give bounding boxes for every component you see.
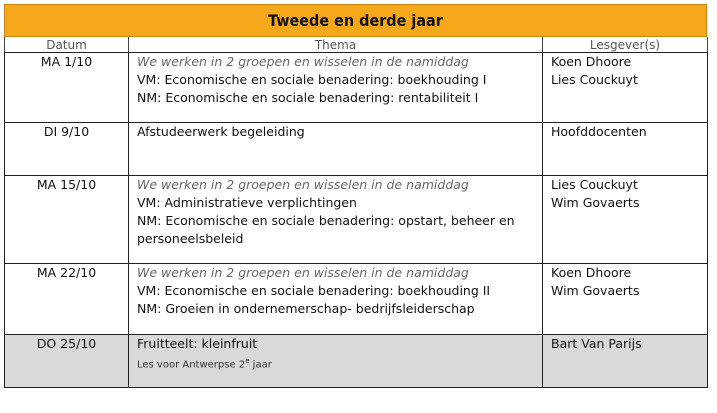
- row-line: VM: Economische en sociale benadering: boekhouding I: [137, 72, 487, 87]
- schedule-sheet: [4, 4, 707, 388]
- teacher-name: Wim Govaerts: [551, 283, 640, 298]
- row-note-tail: jaar: [249, 359, 272, 371]
- table-row: [5, 53, 708, 123]
- row-theme: [129, 335, 543, 388]
- table-row: [5, 176, 708, 264]
- header-date: Datum: [5, 37, 129, 53]
- row-date: MA 22/10: [5, 264, 129, 335]
- row-line: NM: Economische en sociale benadering: opstart, beheer en personeelsbeleid: [137, 213, 515, 246]
- schedule-table: [4, 37, 708, 388]
- row-line: VM: Administratieve verplichtingen: [137, 195, 357, 210]
- teacher-name: Wim Govaerts: [551, 195, 640, 210]
- teacher-name: Koen Dhoore: [551, 265, 632, 280]
- row-teachers: [543, 335, 708, 388]
- row-theme: [129, 264, 543, 335]
- row-intro: We werken in 2 groepen en wisselen in de namiddag: [137, 177, 469, 192]
- header-theme: Thema: [129, 37, 543, 53]
- teacher-name: Koen Dhoore: [551, 54, 632, 69]
- teacher-name: Lies Couckuyt: [551, 177, 638, 192]
- row-line: Fruitteelt: kleinfruit: [137, 336, 258, 351]
- teacher-name: Bart Van Parijs: [551, 336, 642, 351]
- header-teacher: Lesgever(s): [543, 37, 708, 53]
- row-intro: We werken in 2 groepen en wisselen in de namiddag: [137, 54, 469, 69]
- schedule-title: Tweede en derde jaar: [4, 4, 707, 37]
- row-teachers: [543, 123, 708, 176]
- row-note-text: Les voor Antwerpse 2: [137, 359, 246, 371]
- table-row: [5, 264, 708, 335]
- row-line: Afstudeerwerk begeleiding: [137, 124, 305, 139]
- header-row: [5, 37, 708, 53]
- teacher-name: Lies Couckuyt: [551, 72, 638, 87]
- row-teachers: [543, 53, 708, 123]
- row-theme: [129, 53, 543, 123]
- teacher-name: Hoofddocenten: [551, 124, 647, 139]
- table-row: [5, 123, 708, 176]
- row-line: VM: Economische en sociale benadering: boekhouding II: [137, 283, 491, 298]
- row-line: NM: Economische en sociale benadering: rentabiliteit I: [137, 90, 479, 105]
- row-intro: We werken in 2 groepen en wisselen in de namiddag: [137, 265, 469, 280]
- table-row: [5, 335, 708, 388]
- row-date: DI 9/10: [5, 123, 129, 176]
- row-date: DO 25/10: [5, 335, 129, 388]
- row-date: MA 15/10: [5, 176, 129, 264]
- row-note-sup: e: [245, 357, 250, 365]
- row-theme: [129, 176, 543, 264]
- row-theme: [129, 123, 543, 176]
- row-date: MA 1/10: [5, 53, 129, 123]
- row-teachers: [543, 264, 708, 335]
- row-note: [137, 353, 536, 373]
- row-teachers: [543, 176, 708, 264]
- row-line: NM: Groeien in ondernemerschap- bedrijfsleiderschap: [137, 301, 475, 316]
